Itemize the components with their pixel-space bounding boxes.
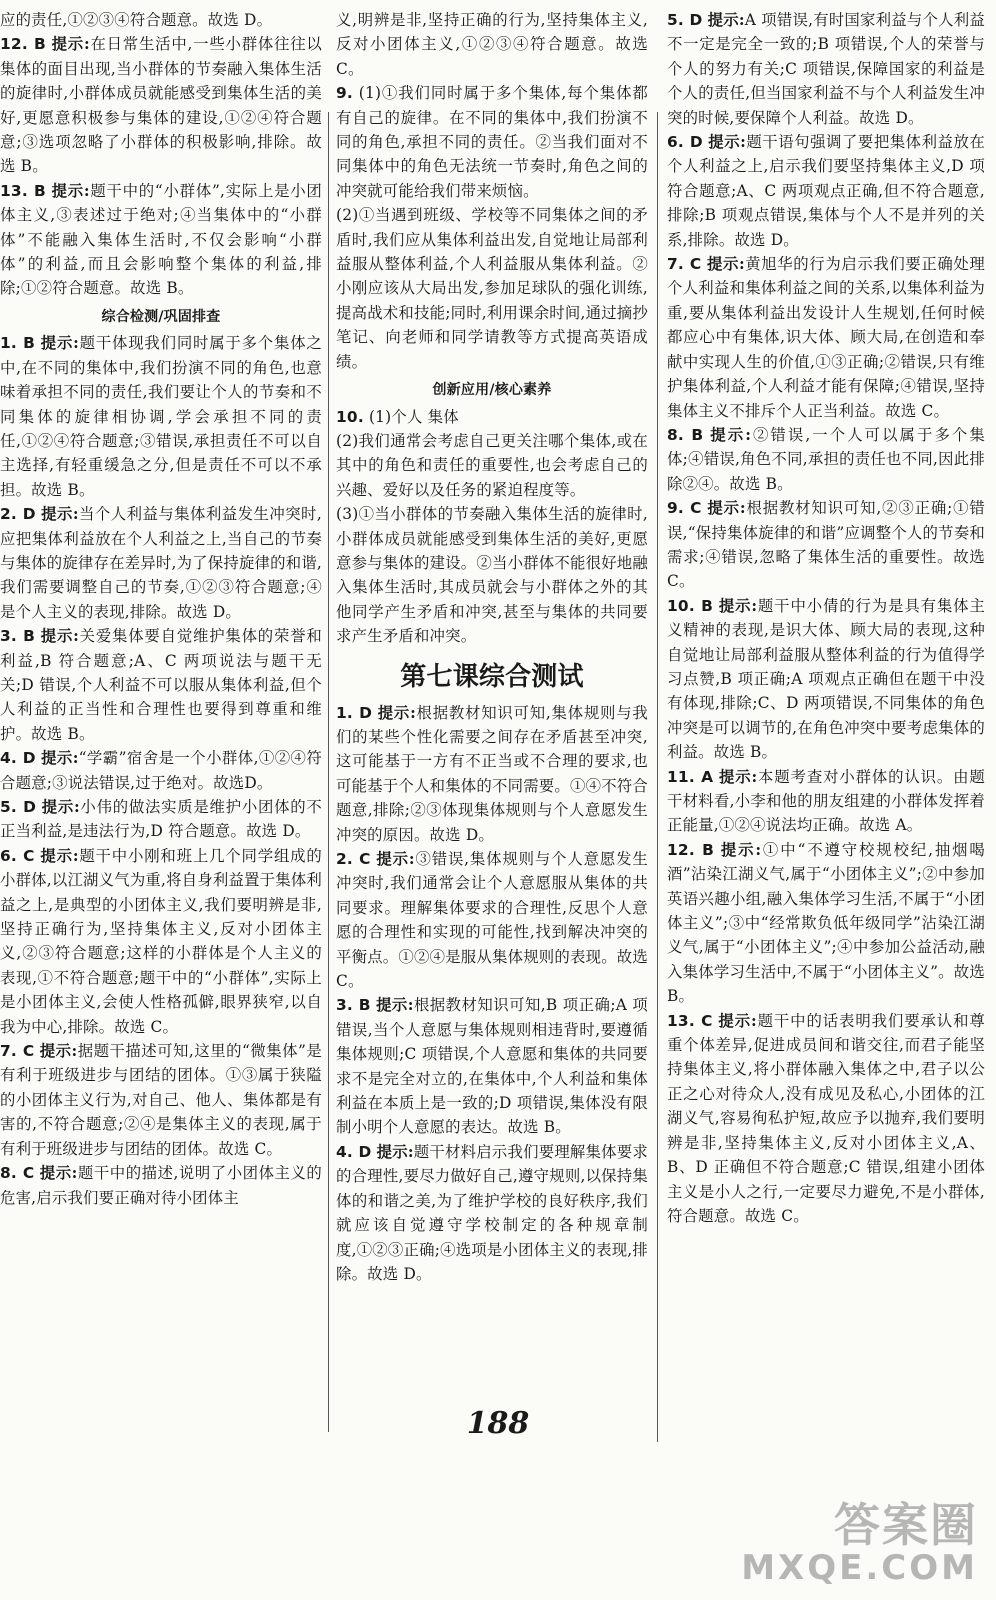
answer-item xyxy=(667,496,985,594)
item-text: 题干中小刚和班上几个同学组成的小群体,以江湖义气为重,将自身利益置于集体利益之上,是典型的小团体主义,我们要明辨是非,坚持正确行为,坚持集体主义,反对小团体主义,②③符合题意;这样的小群体是个人主义的表现,①不符合题意;题干中的“小群体”,实际上是小团体主义,会使人性格孤僻,眼界狭窄,以自我为中心,排除。故选 C。 xyxy=(0,846,322,1036)
watermark-url: MXQE.COM xyxy=(741,1548,978,1588)
item-number: 8. B xyxy=(667,425,704,444)
answer-item xyxy=(336,993,648,1139)
item-number: 4. D xyxy=(0,749,36,768)
answer-item xyxy=(336,203,648,374)
item-text: ③错误,集体规则与个人意愿发生冲突时,我们通常会让个人意愿服从集体的共同要求。理解集体要求的合理性,反思个人意愿的合理性和实现的可能性,找到解决冲突的平衡点。①②④是服从集体规则的表现。故选 C。 xyxy=(336,850,648,991)
item-number: 3. B xyxy=(0,627,36,646)
hint-label: 提示: xyxy=(718,1011,757,1030)
hint-label: 提示: xyxy=(51,181,90,200)
item-text: 小伟的做法实质是维护小团体的不正当利益,是违法行为,D 符合题意。故选 D。 xyxy=(0,798,322,841)
hint-label: 提示: xyxy=(376,850,415,868)
item-number: 13. C xyxy=(667,1011,713,1030)
item-number: 10. xyxy=(336,407,364,426)
item-text: ②错误,一个人可以属于多个集体;④错误,角色不同,承担的责任也不同,因此排除②④。故选 B。 xyxy=(667,425,985,493)
item-text: 题干语句强调了要把集体利益放在个人利益之上,启示我们要坚持集体主义,D 项符合题意;A、C 两项观点正确,但不符合题意,排除;B 项观点错误,集体与个人不是并列的关系,排除。故选 D。 xyxy=(667,133,985,249)
answer-item xyxy=(336,81,648,203)
answer-item xyxy=(667,765,985,838)
item-text: 据题干描述可知,这里的“微集体”是有利于班级进步与团结的团体。①③属于狭隘的小团体主义行为,对自己、他人、集体都是有害的,不符合题意;②④是集体主义的表现,属于有利于班级进步与团结的团体。故选 C。 xyxy=(0,1042,322,1158)
answer-item xyxy=(0,844,322,1039)
lesson-title: 第七课综合测试 xyxy=(400,661,584,692)
item-number: 9. C xyxy=(667,499,702,518)
item-text: 本题考查对小群体的认识。由题干材料看,小李和他的朋友组建的小群体发挥着正能量,①②④说法均正确。故选 A。 xyxy=(667,767,985,835)
hint-label: 提示: xyxy=(51,35,90,54)
item-number: 12. B xyxy=(667,840,715,859)
item-text: 题干中小倩的行为是具有集体主义精神的表现,是识大体、顾大局的表现,这种自觉地让局部利益服从整体利益的行为值得学习点赞,B 项正确;A 项观点正确但在题干中没有体现,排除;C、D 两项错误,不同集体的角色冲突是可以调节的,在角色冲突中要考虑集体的利益。故选 B。 xyxy=(667,596,985,762)
item-text: (2)我们通常会考虑自己更关注哪个集体,或在其中的角色和责任的重要性,也会考虑自己的兴趣、爱好以及任务的紧迫程度等。 xyxy=(336,431,648,499)
answer-item xyxy=(336,847,648,993)
hint-label: 提示: xyxy=(41,798,80,816)
item-number: 11. A xyxy=(667,767,714,786)
section-heading: 创新应用/核心素养 xyxy=(432,382,552,399)
answer-item xyxy=(667,594,985,765)
hint-label: 提示: xyxy=(39,1164,78,1183)
item-text: 义,明辨是非,坚持正确的行为,坚持集体主义,反对小团体主义,①②③④符合题意。故选 C。 xyxy=(336,11,648,78)
column-divider xyxy=(657,112,658,1442)
column-left xyxy=(0,8,322,1210)
item-text: 关爱集体要自觉维护集体的荣誉和利益,B 符合题意;A、C 两项说法与题干无关;D 错误,个人利益不可以服从集体利益,但个人利益的正当性和合理性也要得到尊重和维护。故选 B。 xyxy=(0,627,322,743)
answer-list xyxy=(336,8,648,374)
item-text: 在日常生活中,一些小群体往往以集体的面目出现,当小群体的节奏融入集体生活的旋律时,小群体成员就能感受到集体生活的美好,更愿意积极参与集体的建设,①②④符合题意;③选项忽略了小群体的积极影响,排除。故选 B。 xyxy=(0,35,322,176)
item-number: 6. C xyxy=(0,846,35,865)
item-number: 4. D xyxy=(336,1142,372,1161)
item-text: 应的责任,①②③④符合题意。故选 D。 xyxy=(0,11,273,29)
item-text: 黄旭华的行为启示我们要正确处理个人利益和集体利益之间的关系,以集体利益为重,要从集体利益出发设计人生规划,任何时候都应心中有集体,识大体、顾大局,在创造和奉献中实现人生的价值,①③正确;②错误,只有维护集体利益,个人利益才能有保障;④错误,坚持集体主义不排斥个人正当利益。故选 C。 xyxy=(667,255,985,420)
item-number: 5. D xyxy=(0,798,37,816)
hint-label: 提示: xyxy=(40,334,80,353)
answer-item xyxy=(0,502,322,624)
page-number: 188 xyxy=(466,1406,530,1441)
item-text: 题干中的话表明我们要承认和尊重个体差异,促进成员间和谐交往,而君子能坚持集体主义,将小群体融入集体之中,君子以公正之心对待众人,没有成见及私心,小团体的江湖义气,容易徇私护短,故应予以抛弃,我们要明辨是非,坚持集体主义,反对小团体主义,A、B、D 正确但不符合题意;C 错误,组建小团体主义是小人之行,一定要尽力避免,不是小群体,符合题意。故选 C。 xyxy=(667,1011,985,1225)
hint-label: 提示: xyxy=(377,703,416,722)
item-number: 6. D xyxy=(667,133,703,152)
answer-list xyxy=(336,701,648,1287)
answer-item xyxy=(336,8,648,81)
answer-item xyxy=(336,1140,648,1286)
answer-item xyxy=(0,331,322,502)
answer-item xyxy=(336,405,648,429)
item-text: 题干中的描述,说明了小团体主义的危害,启示我们要正确对待小团体主 xyxy=(0,1164,322,1207)
answer-list xyxy=(336,405,648,649)
hint-label: 提示: xyxy=(41,505,79,524)
answer-list xyxy=(667,8,985,1228)
item-text: 当个人利益与集体利益发生冲突时,应把集体利益放在个人利益之上,当自己的节奏与集体的旋律存在差异时,为了保持旋律的和谐,我们需要调整自己的节奏,①②③符合题意;④是个人主义的表现,排除。故选 D。 xyxy=(0,505,323,621)
hint-label: 提示: xyxy=(718,596,758,615)
answer-item xyxy=(667,838,985,1009)
answer-item xyxy=(0,32,322,178)
watermark-logo xyxy=(741,1500,978,1586)
item-text: ①中“不遵守校规校纪,抽烟喝酒”沾染江湖义气,属于“小团体主义”;②中参加英语兴趣小组,融入集体学习生活,不属于“小团体主义”;③中“经常欺负低年级同学”沾染江湖义气,属于“小团体主义”;④中参加公益活动,融入集体学习生活中,不属于“小团体主义”。故选 B。 xyxy=(667,840,986,1006)
item-number: 8. C xyxy=(0,1164,35,1183)
item-text: (3)①当小群体的节奏融入集体生活的旋律时,小群体成员就能感受到集体生活的美好,更愿意参与集体的建设。②当小群体不能很好地融入集体生活时,其成员就会与小群体之外的其他同学产生矛盾和冲突,甚至与集体的共同要求产生矛盾和冲突。 xyxy=(336,505,648,646)
answer-item xyxy=(0,746,322,795)
answer-item xyxy=(0,624,322,746)
item-number: 7. C xyxy=(0,1042,35,1061)
column-middle xyxy=(336,8,648,1286)
answer-item xyxy=(0,8,322,32)
item-text: 根据教材知识可知,集体规则与我们的某些个性化需要之间存在矛盾甚至冲突,这可能基于一方有不正当或不合理的要求,也可能基于个人和集体的不同需要。①④不符合题意,排除;②③体现集体规则与个人意愿发生冲突的原因。故选 D。 xyxy=(336,703,648,844)
item-number: 5. D xyxy=(667,11,703,29)
item-text: (1)个人 集体 xyxy=(368,407,459,426)
item-number: 2. C xyxy=(336,850,371,868)
answer-item xyxy=(667,8,985,130)
hint-label: 提示: xyxy=(40,627,80,646)
answer-item xyxy=(667,252,985,423)
item-text: 根据教材知识可知,B 项正确;A 项错误,当个人意愿与集体规则相违背时,要遵循集体规则;C 项错误,个人意愿和集体的共同要求不是完全对立的,在集体中,个人利益和集体利益在本质上是一致的;D 项错误,集体没有限制小明个人意愿的表达。故选 B。 xyxy=(336,996,648,1137)
hint-label: 提示: xyxy=(40,846,79,865)
answer-item xyxy=(667,423,985,496)
item-number: 1. D xyxy=(336,703,373,722)
answer-list xyxy=(0,8,322,301)
item-text: A 项错误,有时国家利益与个人利益不一定是完全一致的;B 项错误,个人的荣誉与个人的努力有关;C 项错误,保障国家的利益是个人的责任,但当国家利益不与个人利益发生冲突的时候,要保障个人利益。故选 D。 xyxy=(667,11,985,127)
item-text: 题干体现我们同时属于多个集体之中,在不同的集体中,我们扮演不同的角色,也意味着承担不同的责任,我们要让个人的节奏和不同集体的旋律相协调,学会承担不同的责任,①②④符合题意;③错误,承担责任不可以自主选择,有轻重缓急之分,但是责任不可以不承担。故选 B。 xyxy=(0,334,322,499)
hint-label: 提示: xyxy=(376,1142,414,1161)
answer-item xyxy=(667,130,985,252)
item-text: (1)①我们同时属于多个集体,每个集体都有自己的旋律。在不同的集体中,我们扮演不同的角色,承担不同的责任。②当我们面对不同集体中的角色无法统一节奏时,角色之间的冲突就可能给我们带来烦恼。 xyxy=(336,84,649,200)
item-text: (2)①当遇到班级、学校等不同集体之间的矛盾时,我们应从集体利益出发,自觉地让局部利益服从整体利益,个人利益服从集体利益。②小刚应该从大局出发,参加足球队的强化训练,提高战术和技能;同时,利用课余时间,通过摘抄笔记、向老师和同学请教等方式提高英语成绩。 xyxy=(336,206,648,371)
watermark-text: 答案圈 xyxy=(834,1498,978,1552)
item-number: 2. D xyxy=(0,505,36,524)
answer-item xyxy=(0,179,322,301)
hint-label: 提示: xyxy=(707,499,746,518)
column-divider xyxy=(328,112,329,1432)
hint-label: 提示: xyxy=(376,996,414,1015)
hint-label: 提示: xyxy=(41,749,79,768)
answer-item xyxy=(0,1161,322,1210)
answer-list xyxy=(0,331,322,1210)
hint-label: 提示: xyxy=(718,767,758,786)
answer-item xyxy=(0,795,322,844)
answer-item xyxy=(667,1009,985,1229)
item-text: 根据教材知识可知,②③正确;①错误,“保持集体旋律的和谐”应调整个人的节奏和需求;④错误,忽略了集体生活的重要性。故选 C。 xyxy=(667,499,985,591)
item-number: 3. B xyxy=(336,996,371,1015)
hint-label: 提示: xyxy=(39,1042,78,1061)
answer-item xyxy=(336,502,648,648)
item-number: 12. B xyxy=(0,35,46,54)
hint-label: 提示: xyxy=(710,425,752,444)
item-number: 9. xyxy=(336,84,353,103)
column-right xyxy=(667,8,985,1228)
item-text: “学霸”宿舍是一个小群体,①②④符合题意;③说法错误,过于绝对。故选D。 xyxy=(0,749,322,792)
hint-label: 提示: xyxy=(706,255,745,274)
answer-item xyxy=(0,1039,322,1161)
answer-item xyxy=(336,701,648,847)
item-number: 1. B xyxy=(0,334,36,353)
section-heading: 综合检测/巩固排查 xyxy=(101,308,221,325)
item-number: 10. B xyxy=(667,596,714,615)
hint-label: 提示: xyxy=(707,11,745,29)
answer-item xyxy=(336,429,648,502)
hint-label: 提示: xyxy=(708,133,747,152)
item-number: 7. C xyxy=(667,255,702,274)
item-text: 题干中的“小群体”,实际上是小团体主义,③表述过于绝对;④当集体中的“小群体”不能融入集体生活时,不仅会影响“小群体”的利益,而且会影响整个集体的利益,排除;①②符合题意。故选 B。 xyxy=(0,181,322,298)
item-number: 13. B xyxy=(0,181,46,200)
hint-label: 提示: xyxy=(720,840,762,859)
item-text: 题干材料启示我们要理解集体要求的合理性,要尽力做好自己,遵守规则,以保持集体的和谐之美,为了维护学校的良好秩序,我们就应该自觉遵守学校制定的各种规章制度,①②③正确;④选项是小团体主义的表现,排除。故选 D。 xyxy=(336,1142,648,1283)
